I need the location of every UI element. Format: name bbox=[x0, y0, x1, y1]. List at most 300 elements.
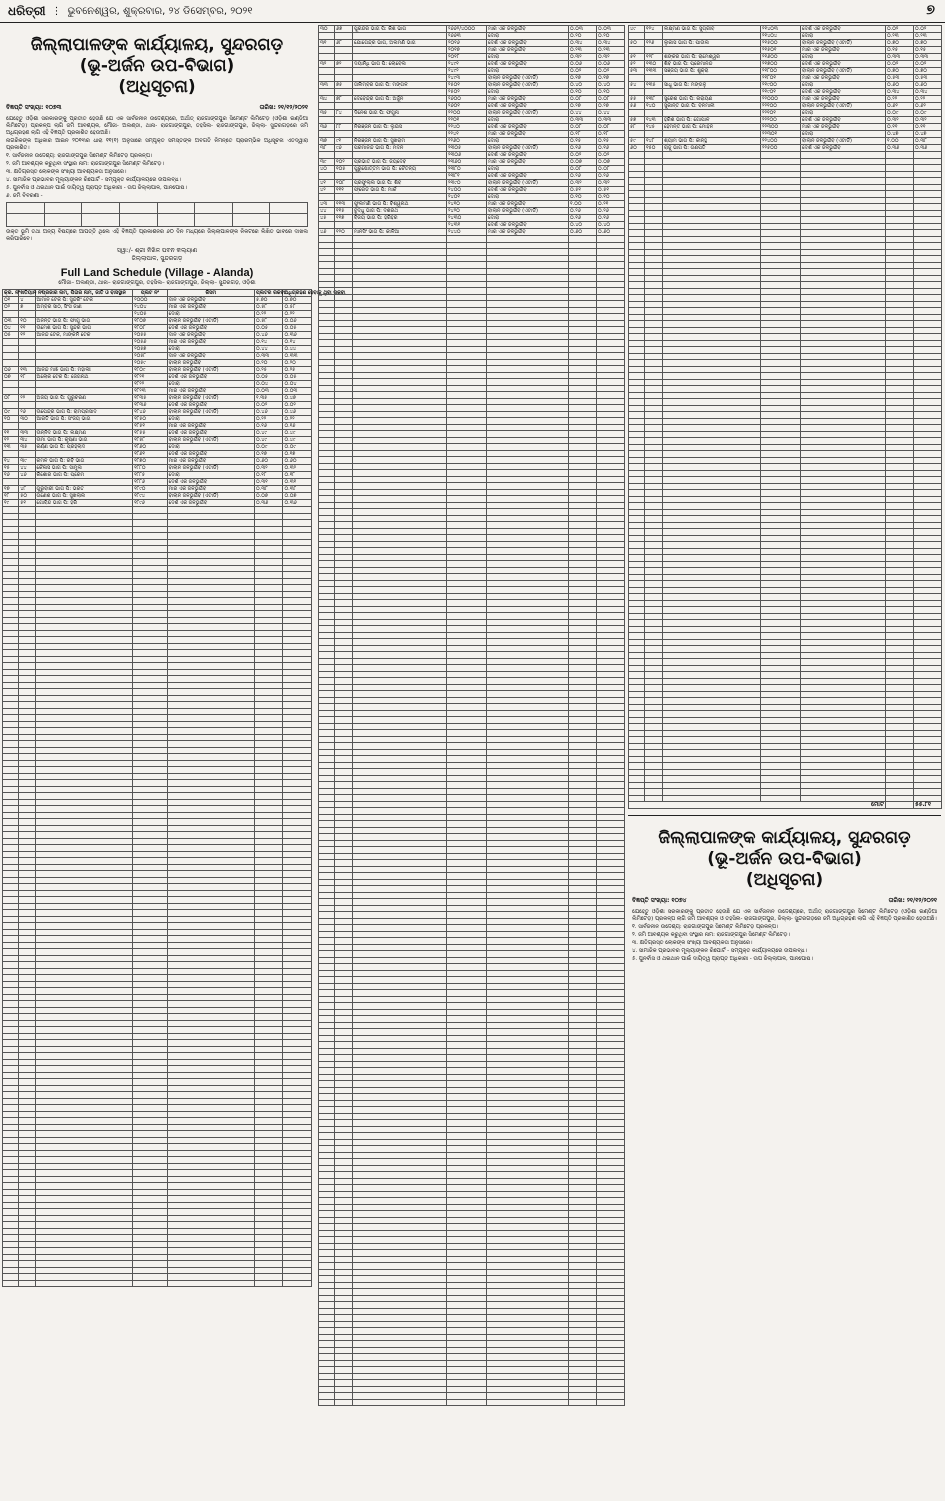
cell-serial: ୦୮ bbox=[3, 395, 19, 402]
cell-owner: ବୁଦ୍ଧୁ ଭାଗ ପି: ଦଶରଥ bbox=[353, 208, 447, 215]
cell-plot: ୧୮୮୬ bbox=[133, 479, 168, 486]
cell-owner: ଶିବ ଭାଗ ପି: ପ୍ରେମାନନ୍ଦ bbox=[663, 61, 761, 68]
cell-acquire: ୦.୦୮ bbox=[597, 96, 625, 103]
cell-serial: ୦୨ bbox=[3, 304, 19, 311]
notice1-item-5: ୫. ପୁନର୍ବାସ ଓ ଥଇଥାନ ପାଇଁ ଦାୟିତ୍ୱ ପ୍ରାପ୍ତ ଅଧିକାରୀ - ଉପ ଜିଲ୍ଲାପାଳ, ପାନପୋଷ। bbox=[6, 185, 187, 191]
cell-area: ୦.୪୬ bbox=[255, 409, 283, 416]
cell-plot: ୨୫୦୨ bbox=[447, 89, 487, 96]
cell-owner bbox=[353, 89, 447, 96]
cell-khatian: ୧୧ bbox=[19, 325, 35, 332]
table-row bbox=[319, 187, 625, 194]
table-row bbox=[3, 374, 312, 381]
cell-owner bbox=[35, 346, 133, 353]
cell-area: ୦.୧୧ bbox=[886, 124, 914, 131]
cell-serial bbox=[319, 33, 335, 40]
cell-owner: ଅଲୋକ ଟେକ ପି: ଜେଗନାଥ bbox=[35, 374, 133, 381]
cell-acquire: ୦.୦୫ bbox=[283, 374, 312, 381]
filler-cell bbox=[167, 1280, 254, 1287]
cell-khatian: ୪୮ bbox=[19, 486, 35, 493]
cell-area: ୦.୩୪ bbox=[886, 89, 914, 96]
cell-khatian: ୭୨ bbox=[335, 61, 353, 68]
cell-khatian bbox=[645, 89, 663, 96]
cell-acquire: ୦.୦୪ bbox=[283, 381, 312, 388]
cell-plot: ୨୪୯୧ bbox=[447, 61, 487, 68]
cell-acquire: ୦.୨୭ bbox=[597, 103, 625, 110]
land-table-col3 bbox=[628, 25, 942, 809]
notice1-item-4: ୪. ସାମାଜିକ ପ୍ରଭାବର ମୂଲ୍ୟାଙ୍କନ ରିପୋର୍ଟ - ସମ୍ପୃକ୍ତ କାର୍ଯ୍ୟାଳୟରେ ଉପଲବ୍ଧ। bbox=[6, 177, 181, 183]
cell-kisam: ବାଲାନ ଜଳଭୁଇଁବ (ଏଟାର୍ଡି) bbox=[801, 40, 886, 47]
column-3 bbox=[628, 25, 941, 964]
total-value: ୫୫.୮୧ bbox=[914, 802, 942, 809]
cell-owner bbox=[35, 479, 133, 486]
masthead-separator: ⋮ bbox=[51, 5, 62, 17]
cell-kisam: ବାଲାନ ଜଳଭୁଇଁବ (ଏଟାର୍ଡି) bbox=[487, 208, 569, 215]
table-row bbox=[629, 61, 942, 68]
cell-plot: ୨୩୦୫ bbox=[447, 145, 487, 152]
cell-owner: ଶ୍ୟାମ ଭାଗ ପି: କାନ୍ହୁ bbox=[663, 138, 761, 145]
cell-owner: ଫୁଲମଣି ଭାଗ ପି: ବିଶ୍ୱନାଥ bbox=[353, 201, 447, 208]
cell-acquire: ୦.୫୩ bbox=[914, 75, 942, 82]
cell-khatian bbox=[335, 33, 353, 40]
notice1-meta bbox=[6, 104, 308, 112]
cell-area: ୦.୩୬ bbox=[886, 145, 914, 152]
cell-owner: ଆରତି ଭାଗ ପି: ସଂଜୟ ଭାଗ bbox=[35, 416, 133, 423]
cell-owner: ଉନ୍ନିଦ ଭାଗ ପି: ଲକ୍ଷ୍ମଣ bbox=[35, 430, 133, 437]
table-row bbox=[629, 103, 942, 110]
cell-serial bbox=[319, 75, 335, 82]
table-row bbox=[3, 409, 312, 416]
cell-kisam: ମାର ଏକ ଜଳଭୁଇଁବ bbox=[167, 458, 254, 465]
cell-plot: ୨୨୪୦୦ bbox=[761, 138, 801, 145]
cell-khatian bbox=[19, 360, 35, 367]
cell-owner: ଉମା ଭାଗ ପି: କୃଷ୍ଣା ଭାଗ bbox=[35, 437, 133, 444]
header-acquire: ଅଧିଗ୍ରହଣ ହେବାକୁ ଥିବା ରକବା bbox=[284, 290, 346, 296]
cell-plot: ୨୬୦୧ bbox=[447, 103, 487, 110]
cell-serial bbox=[629, 75, 645, 82]
cell-plot: ୨୩୯୦ bbox=[447, 180, 487, 187]
cell-acquire: ୦.୩୬ bbox=[914, 145, 942, 152]
cell-kisam: ବାଲାନ ଜଳଭୁଇଁବ (ଏଟାର୍ଡି) bbox=[801, 138, 886, 145]
cell-acquire: ୦.୦୩ bbox=[597, 26, 625, 33]
cell-kisam: ଦୋରା bbox=[167, 311, 254, 318]
cell-area: ୦.୦୭ bbox=[255, 493, 283, 500]
cell-plot: ୨୩୬୦ bbox=[447, 159, 487, 166]
cell-serial: ୫୯ bbox=[629, 138, 645, 145]
cell-area: ୦.୦୮ bbox=[569, 166, 597, 173]
table-row bbox=[319, 145, 625, 152]
cell-acquire: ୦.୪୪ bbox=[283, 346, 312, 353]
cell-kisam: ଦେର୍ଶ ଏକ ଜଳଭୁଇଁବ bbox=[167, 430, 254, 437]
cell-kisam: ମାର ଏକ ଜଳଭୁଇଁବ bbox=[167, 339, 254, 346]
cell-owner bbox=[353, 103, 447, 110]
table-row bbox=[3, 423, 312, 430]
cell-plot: ୨୦୫୭ bbox=[133, 346, 168, 353]
cell-khatian: ୯୬ bbox=[335, 145, 353, 152]
cell-acquire: ୦.୧୮ bbox=[597, 131, 625, 138]
cell-serial bbox=[629, 131, 645, 138]
notice2-item-5: ୫. ପୁନର୍ବାସ ଓ ଥଇଥାନ ପାଇଁ ଦାୟିତ୍ୱ ପ୍ରାପ୍ତ ଅଧିକାରୀ - ଉପ ଜିଲ୍ଲାପାଳ, ପାନପୋଷ। bbox=[632, 956, 813, 962]
cell-acquire: ୦.୪୪ bbox=[597, 110, 625, 117]
cell-serial bbox=[3, 339, 19, 346]
cell-kisam: ମାର ଏକ ଜଳଭୁଇଁବ bbox=[487, 131, 569, 138]
cell-acquire: ୦.୧୪ bbox=[283, 339, 312, 346]
table-row bbox=[3, 458, 312, 465]
cell-area: ୦.୩୮ bbox=[255, 486, 283, 493]
cell-owner: ଦିନେଶ ଭାଗ ପି: ଫଗୁନା bbox=[353, 110, 447, 117]
cell-kisam: ଦୋରା bbox=[487, 215, 569, 222]
table-row bbox=[629, 68, 942, 75]
cell-khatian bbox=[335, 131, 353, 138]
cell-plot: ୧୮୦୭ bbox=[133, 318, 168, 325]
cell-plot: ୨୪୦୪ bbox=[133, 304, 168, 311]
cell-owner: ପ୍ରଭାତ ଭାଗ ପି: ଜୟଦେବ bbox=[353, 159, 447, 166]
notice2-date: ତାରିଖ: ୨୧/୧୨/୨୦୨୧ bbox=[888, 897, 937, 904]
land-table-col2 bbox=[318, 25, 625, 1406]
cell-plot: ୨୦୫୬ bbox=[133, 339, 168, 346]
table-row bbox=[319, 201, 625, 208]
cell-plot: ୧୮୦୮ bbox=[133, 325, 168, 332]
cell-khatian bbox=[335, 152, 353, 159]
notice1-land-summary bbox=[6, 202, 308, 227]
cell-plot: ୨୧୭୦୦ bbox=[761, 61, 801, 68]
cell-plot: ୧୮୦୯ bbox=[133, 367, 168, 374]
cell-kisam: ଦେର୍ଶ ଏକ ଜଳଭୁଇଁବ bbox=[167, 325, 254, 332]
cell-kisam: ଦୋରା bbox=[487, 194, 569, 201]
cell-khatian bbox=[19, 423, 35, 430]
dateline: ଭୁବନେଶ୍ୱର, ଶୁକ୍ରବାର, ୨୪ ଡିସେମ୍ବର, ୨୦୨୧ bbox=[67, 5, 253, 17]
notice2-item-1: ୧. ସାର୍ବଜନୀନ ଉଦ୍ଦେଶ୍ୟ: ରାଜଗାଙ୍ଗପୁର ସିମେଣ୍ଟ ଲିମିଟେଡ଼ ପ୍ରକଳ୍ପ। bbox=[632, 924, 779, 930]
cell-kisam: ଦେର୍ଶ ଏକ ଜଳଭୁଇଁବ bbox=[801, 61, 886, 68]
cell-kisam: ଦୋରା bbox=[801, 82, 886, 89]
cell-plot: ୨୪୦୧ bbox=[447, 194, 487, 201]
cell-serial: ୩୧ bbox=[319, 40, 335, 47]
cell-acquire: ୦.୫୮ bbox=[283, 304, 312, 311]
table-row bbox=[629, 138, 942, 145]
cell-acquire: ୦.୩୨ bbox=[914, 117, 942, 124]
cell-area: ୦.୧୮ bbox=[569, 131, 597, 138]
table-row bbox=[319, 89, 625, 96]
cell-khatian: ୮୪ bbox=[335, 110, 353, 117]
cell-area: ୦.୭୦ bbox=[886, 68, 914, 75]
table-row bbox=[319, 208, 625, 215]
cell-area: ୦.୨୫ bbox=[255, 367, 283, 374]
cell-kisam: ମାର ଏକ ଜଳଭୁଇଁବ bbox=[487, 47, 569, 54]
cell-area: ୦.୩୩ bbox=[569, 117, 597, 124]
filler-cell bbox=[353, 1399, 447, 1406]
table-header-row bbox=[3, 290, 312, 297]
cell-owner: ଅନନ୍ତ ଭାଗ ପି: ଫାଗୁ ଭାଗ bbox=[35, 318, 133, 325]
table-row bbox=[3, 479, 312, 486]
cell-plot: ୨୨୫୦୦ bbox=[761, 145, 801, 152]
filler-cell bbox=[597, 1399, 625, 1406]
cell-owner: ସଞ୍ଜୟ ଭାଗ ପି: ଶୁକ୍ରା bbox=[663, 68, 761, 75]
cell-acquire: ୦.୭୦ bbox=[283, 297, 312, 304]
cell-serial: ୩୪ bbox=[319, 96, 335, 103]
cell-area: ୦.୬୦ bbox=[886, 82, 914, 89]
cell-khatian: ୧୩୫ bbox=[645, 82, 663, 89]
cell-khatian bbox=[19, 353, 35, 360]
cell-kisam: ଦୋରା bbox=[167, 444, 254, 451]
cell-serial: ୧୯ bbox=[3, 500, 19, 507]
cell-plot: ୧୮୨୧ bbox=[133, 374, 168, 381]
cell-acquire: ୦.୪୦ bbox=[597, 82, 625, 89]
cell-area: ୦.୨୩ bbox=[886, 33, 914, 40]
cell-khatian bbox=[335, 173, 353, 180]
notice1-para3: ଉକ୍ତ ଭୂମି ତଥା ଅନ୍ୟ ବିଷୟରେ ଆପତ୍ତି ଥିଲେ ଏହି ବିଜ୍ଞପ୍ତି ପ୍ରକାଶନର ୬୦ ଦିନ ମଧ୍ୟରେ ଜିଲ୍ଲାପାଳଙ୍କ ନିକଟରେ ଲିଖିତ ଭାବରେ ଦାଖଲ କରିପାରିବେ। bbox=[6, 229, 308, 242]
cell-area: ୦.୩୧ bbox=[255, 479, 283, 486]
filler-cell bbox=[35, 1280, 133, 1287]
cell-serial: ୧୧ bbox=[3, 430, 19, 437]
cell-kisam: ଦେର୍ଶ ଏକ ଜଳଭୁଇଁବ bbox=[167, 479, 254, 486]
table-row bbox=[3, 437, 312, 444]
cell-serial bbox=[629, 33, 645, 40]
table-row bbox=[319, 33, 625, 40]
cell-kisam: ଦେର୍ଶ ଏକ ଜଳଭୁଇଁବ bbox=[487, 61, 569, 68]
cell-khatian bbox=[335, 89, 353, 96]
table-row bbox=[319, 68, 625, 75]
cell-khatian: ୩୦ bbox=[19, 416, 35, 423]
cell-plot: ୨୧୪୦୪ bbox=[761, 33, 801, 40]
cell-owner bbox=[35, 311, 133, 318]
cell-kisam: ବାଲାନ ଜଳଭୁଇଁବ (ଏଟାର୍ଡି) bbox=[167, 318, 254, 325]
table-row bbox=[3, 304, 312, 311]
table-row bbox=[629, 26, 942, 33]
table-row bbox=[3, 444, 312, 451]
notice1-item-6: ୬. ଜମି ବିବରଣୀ - bbox=[6, 193, 43, 199]
table-row bbox=[319, 26, 625, 33]
cell-area: ୦.୧୬ bbox=[569, 215, 597, 222]
cell-area: ୦.୦୨ bbox=[569, 152, 597, 159]
cell-acquire: ୦.୨୦ bbox=[283, 360, 312, 367]
cell-plot: ୧୮୭୦ bbox=[133, 458, 168, 465]
cell-serial: ୫୮ bbox=[629, 124, 645, 131]
total-row bbox=[629, 802, 942, 809]
cell-acquire: ୦.୦୬ bbox=[597, 61, 625, 68]
notice1-para2: ନାଗରିକଙ୍କ ଅଧିକାର ଆଇନ ୨୦୧୩ର ଧାରା ୧୧(୧) ଅନୁସାରେ ସମ୍ପୃକ୍ତ ସମସ୍ତଙ୍କ ଅବଗତି ନିମନ୍ତେ ପ୍ରାରମ୍ଭିକ ଅଧିସୂଚନା ଏତଦ୍ୱାରା ପ୍ରକାଶିତ। bbox=[6, 138, 308, 151]
cell-plot: ୧୮୬୧ bbox=[133, 451, 168, 458]
cell-serial: ୫୦ bbox=[629, 40, 645, 47]
column-2 bbox=[318, 25, 624, 1406]
cell-serial: ୩୫ bbox=[319, 110, 335, 117]
cell-area: ୦.୦୩ bbox=[255, 388, 283, 395]
table-row bbox=[319, 54, 625, 61]
table-row bbox=[319, 117, 625, 124]
cell-plot: ୨୦୧୬ bbox=[447, 40, 487, 47]
cell-area: ୦.୨୦ bbox=[569, 33, 597, 40]
table-row bbox=[3, 353, 312, 360]
cell-plot: ୧୮୮୦ bbox=[133, 465, 168, 472]
cell-owner: ସୁକାନ୍ତ ଭାଗ ପି: ବନମାଳୀ bbox=[663, 103, 761, 110]
cell-khatian bbox=[335, 47, 353, 54]
cell-plot: ୧୮୩୫ bbox=[133, 395, 168, 402]
table-row bbox=[3, 339, 312, 346]
cell-serial: ୧୦ bbox=[3, 416, 19, 423]
cell-area: ୦.୧୮ bbox=[255, 472, 283, 479]
cell-owner: ଫ୍ରେଡ ଭାଗ ପି: ମାର୍କ bbox=[353, 187, 447, 194]
cell-acquire: ୦.୦୨ bbox=[914, 61, 942, 68]
cell-area: ୦.୩୪ bbox=[569, 40, 597, 47]
table-row bbox=[3, 451, 312, 458]
cell-area: ୦.୪୦ bbox=[569, 82, 597, 89]
cell-acquire: ୦.୧୦ bbox=[597, 89, 625, 96]
cell-serial bbox=[319, 173, 335, 180]
cell-owner: ନିରଞ୍ଜନ ଭାଗ ପି: ସୁଖରାମ bbox=[353, 138, 447, 145]
cell-khatian: ୧୪୫ bbox=[645, 124, 663, 131]
cell-kisam: ଦେର୍ଶ ଏକ ଜଳଭୁଇଁବ bbox=[167, 402, 254, 409]
cell-kisam: ବାଲାନ ଜଳଭୁଇଁବ (ଏଟାର୍ଡି) bbox=[167, 465, 254, 472]
cell-area: ୦.୪୭ bbox=[886, 131, 914, 138]
cell-serial bbox=[319, 47, 335, 54]
cell-kisam: ବାଲାନ ଜଳଭୁଇଁବ (ଏଟାର୍ଡି) bbox=[801, 68, 886, 75]
cell-area: ୦.୬୦ bbox=[255, 458, 283, 465]
cell-plot: ୨୫୦୧ bbox=[447, 82, 487, 89]
table-row bbox=[629, 89, 942, 96]
cell-serial: ୦୬ bbox=[3, 367, 19, 374]
cell-acquire: ୦.୩୪ bbox=[914, 89, 942, 96]
cell-serial: ୩୩ bbox=[319, 82, 335, 89]
cell-plot: ୨୨୦୦ bbox=[447, 110, 487, 117]
cell-area: ୦.୨୬ bbox=[569, 208, 597, 215]
cell-plot: ୧୮୫୧ bbox=[133, 423, 168, 430]
cell-acquire: ୦.୩୨ bbox=[283, 465, 312, 472]
table-row bbox=[319, 82, 625, 89]
cell-area: ୦.୩୩ bbox=[886, 54, 914, 61]
table-row bbox=[3, 486, 312, 493]
cell-kisam: ବାଲାନ ଜଳଭୁଇଁବ (ଏଟାର୍ଡି) bbox=[167, 493, 254, 500]
cell-kisam: ଦେର୍ଶ ଏକ ଜଳଭୁଇଁବ bbox=[487, 173, 569, 180]
cell-kisam: ମାର ଏକ ଜଳଭୁଇଁବ bbox=[487, 96, 569, 103]
cell-serial bbox=[319, 89, 335, 96]
cell-khatian: ୩୯ bbox=[19, 458, 35, 465]
notice2-item-4: ୪. ସାମାଜିକ ପ୍ରଭାବର ମୂଲ୍ୟାଙ୍କନ ରିପୋର୍ଟ - ସମ୍ପୃକ୍ତ କାର୍ଯ୍ୟାଳୟରେ ଉପଲବ୍ଧ। bbox=[632, 948, 807, 954]
table-body-col3 bbox=[629, 26, 942, 802]
cell-acquire: ୦.୪୯ bbox=[283, 437, 312, 444]
cell-plot: ୧୮୫୦ bbox=[133, 416, 168, 423]
cell-plot: ୨୦୫୮ bbox=[133, 353, 168, 360]
cell-khatian: ୧୨୬ bbox=[645, 40, 663, 47]
table-row bbox=[319, 40, 625, 47]
cell-owner: ଦୟାନିଧି ଭାଗ ପି: ଲୋବେଲ bbox=[353, 61, 447, 68]
cell-area: ୦.୦୮ bbox=[569, 124, 597, 131]
cell-plot: ୨୧୮୦୧ bbox=[761, 75, 801, 82]
signature-line2: ଜିଲ୍ଲାପାଳ, ସୁନ୍ଦରଗଡ଼ bbox=[131, 255, 183, 262]
table-row bbox=[3, 325, 312, 332]
header-kisam: କିସମ bbox=[167, 290, 254, 297]
cell-serial bbox=[3, 388, 19, 395]
cell-area: ୦.୫୧ bbox=[569, 187, 597, 194]
cell-area: ୦.୪୦ bbox=[569, 222, 597, 229]
cell-serial: ୬୦ bbox=[629, 145, 645, 152]
cell-serial: ୫୫ bbox=[629, 96, 645, 103]
cell-serial: ୪୪ bbox=[319, 208, 335, 215]
cell-plot: ୧୮୯୦ bbox=[133, 486, 168, 493]
cell-serial bbox=[3, 353, 19, 360]
cell-plot: ୨୨୨୦୦ bbox=[761, 117, 801, 124]
cell-khatian: ୧୫୦ bbox=[645, 145, 663, 152]
cell-kisam: ବାଲାନ ଜଳଭୁଇଁବ (ଏଟାର୍ଡି) bbox=[487, 110, 569, 117]
cell-area: ୦.୧୦ bbox=[569, 194, 597, 201]
cell-khatian: ୧୧୩ bbox=[335, 201, 353, 208]
cell-owner bbox=[353, 54, 447, 61]
table-row bbox=[3, 465, 312, 472]
filler-cell bbox=[133, 1280, 168, 1287]
table-row bbox=[3, 402, 312, 409]
cell-acquire: ୦.୦୮ bbox=[597, 124, 625, 131]
cell-area: ୦.୪୯ bbox=[255, 430, 283, 437]
cell-area: ୦.୦୫ bbox=[255, 374, 283, 381]
cell-acquire: ୦.୩୩ bbox=[914, 54, 942, 61]
table-row bbox=[319, 229, 625, 236]
cell-acquire: ୦.୦୭ bbox=[283, 493, 312, 500]
cell-area: ୦.୨୨ bbox=[255, 311, 283, 318]
cell-serial: ୪୬ bbox=[319, 229, 335, 236]
cell-kisam: ବାଲାନ ଜଳଭୁଇଁବ (ଏଟାର୍ଡି) bbox=[167, 367, 254, 374]
table-row bbox=[319, 180, 625, 187]
cell-serial bbox=[629, 89, 645, 96]
table-row bbox=[629, 54, 942, 61]
cell-area: ୦.୨୨ bbox=[255, 416, 283, 423]
cell-khatian: ୫୦ bbox=[19, 493, 35, 500]
cell-kisam: ଦୋରା bbox=[487, 138, 569, 145]
cell-plot: ୨୨୧୦୦ bbox=[761, 103, 801, 110]
cell-owner: ପୁରନ୍ଦର ଭାଗ ପି: କିଶ ଭାଗ bbox=[353, 26, 447, 33]
cell-kisam: ବାଲାନ ଜଳଭୁଇଁବ (ଏଟାର୍ଡି) bbox=[487, 82, 569, 89]
cell-plot: ୨୪୦୦ bbox=[447, 187, 487, 194]
table-row bbox=[3, 360, 312, 367]
cell-serial bbox=[3, 381, 19, 388]
cell-kisam: ବାଲାନ ଜଳଭୁଇଁବ (ଏଟାର୍ଡି) bbox=[487, 145, 569, 152]
cell-kisam: ଦେର୍ଶ ଏକ ଜଳଭୁଇଁବ bbox=[801, 145, 886, 152]
cell-area: ୦.୦୨ bbox=[255, 402, 283, 409]
cell-area: ୦.୫୮ bbox=[255, 318, 283, 325]
cell-area: ୦.୬୨ bbox=[886, 103, 914, 110]
cell-kisam: ମାର ଏକ ଜଳଭୁଇଁବ bbox=[167, 388, 254, 395]
cell-area: ୦.୨୭ bbox=[569, 103, 597, 110]
cell-kisam: ମାର ଏକ ଜଳଭୁଇଁବ bbox=[801, 47, 886, 54]
table-row bbox=[3, 381, 312, 388]
cell-serial: ୦୩ bbox=[3, 318, 19, 325]
cell-kisam: ଦୋରା bbox=[487, 33, 569, 40]
table-row bbox=[629, 33, 942, 40]
table-row bbox=[3, 472, 312, 479]
notice1-item-2: ୨. ଜମି ଆବଶ୍ୟକ କରୁଥିବା ସଂସ୍ଥାର ନାମ: ରାଜଗାଙ୍ଗପୁର ସିମେଣ୍ଟ ଲିମିଟେଡ଼। bbox=[6, 161, 164, 167]
cell-owner bbox=[663, 47, 761, 54]
cell-owner: ଦେବେନ୍ଦ୍ର ଭାଗ ପି: ଅର୍ଜୁନ bbox=[353, 96, 447, 103]
cell-owner bbox=[35, 360, 133, 367]
cell-khatian: ୮୮ bbox=[335, 124, 353, 131]
cell-khatian: ୧୪୦ bbox=[645, 103, 663, 110]
table-row bbox=[629, 96, 942, 103]
notice2-meta bbox=[632, 897, 937, 905]
notice2-title bbox=[628, 828, 941, 891]
cell-kisam: ଦୋରା bbox=[801, 131, 886, 138]
cell-plot: ୨୧୬୦୦ bbox=[761, 54, 801, 61]
cell-acquire: ୦.୦୯ bbox=[283, 444, 312, 451]
filler-cell bbox=[487, 1399, 569, 1406]
cell-plot: ୧୮୩୬ bbox=[133, 402, 168, 409]
cell-area: ୦.୧୭ bbox=[255, 451, 283, 458]
cell-serial: ୪୦ bbox=[319, 166, 335, 173]
table-row bbox=[3, 416, 312, 423]
cell-acquire: ୦.୭୦ bbox=[914, 68, 942, 75]
table-row bbox=[319, 61, 625, 68]
cell-area: ୦.୫୩ bbox=[886, 75, 914, 82]
header-serial: କ୍ର. ନଂ bbox=[4, 290, 20, 296]
notice2 bbox=[628, 815, 941, 963]
cell-serial bbox=[629, 110, 645, 117]
cell-acquire: ୦.୧୭ bbox=[283, 451, 312, 458]
cell-kisam: ଦୋରା bbox=[801, 33, 886, 40]
